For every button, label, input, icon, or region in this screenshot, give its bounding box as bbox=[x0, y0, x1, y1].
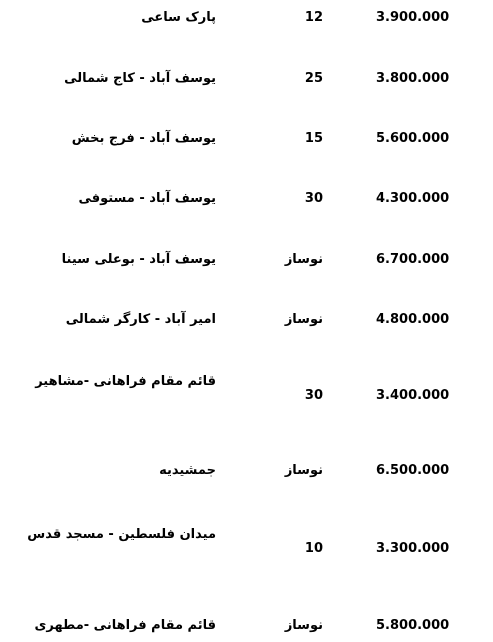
building-age: نوساز bbox=[284, 618, 323, 633]
building-age: نوساز bbox=[284, 312, 323, 327]
location: پارک ساعی bbox=[141, 10, 216, 25]
building-age: 12 bbox=[304, 10, 323, 25]
building-age: 10 bbox=[304, 541, 323, 556]
building-age: نوساز bbox=[284, 252, 323, 267]
price: 5.800.000 bbox=[376, 618, 450, 633]
price: 4.300.000 bbox=[376, 191, 450, 206]
price: 3.300.000 bbox=[376, 541, 450, 556]
location: یوسف آباد - کاج شمالی bbox=[64, 71, 216, 86]
building-age: 30 bbox=[304, 388, 323, 403]
building-age: 25 bbox=[304, 71, 323, 86]
location: قائم مقام فراهانی -مشاهیر bbox=[35, 374, 216, 389]
location: یوسف آباد - مستوفی bbox=[78, 191, 216, 206]
price: 3.400.000 bbox=[376, 388, 450, 403]
location: امیر آباد - کارگر شمالی bbox=[65, 312, 216, 327]
price: 3.900.000 bbox=[376, 10, 450, 25]
building-age: 30 bbox=[304, 191, 323, 206]
price: 5.600.000 bbox=[376, 131, 450, 146]
location: میدان فلسطین - مسجد قدس bbox=[27, 527, 216, 542]
location: یوسف آباد - بوعلی سینا bbox=[61, 252, 216, 267]
price: 6.500.000 bbox=[376, 463, 450, 478]
price: 3.800.000 bbox=[376, 71, 450, 86]
building-age: 15 bbox=[304, 131, 323, 146]
price: 6.700.000 bbox=[376, 252, 450, 267]
building-age: نوساز bbox=[284, 463, 323, 478]
location: جمشیدیه bbox=[159, 463, 216, 478]
location: قائم مقام فراهانی -مطهری bbox=[34, 618, 216, 633]
location: یوسف آباد - فرج بخش bbox=[71, 131, 216, 146]
price: 4.800.000 bbox=[376, 312, 450, 327]
